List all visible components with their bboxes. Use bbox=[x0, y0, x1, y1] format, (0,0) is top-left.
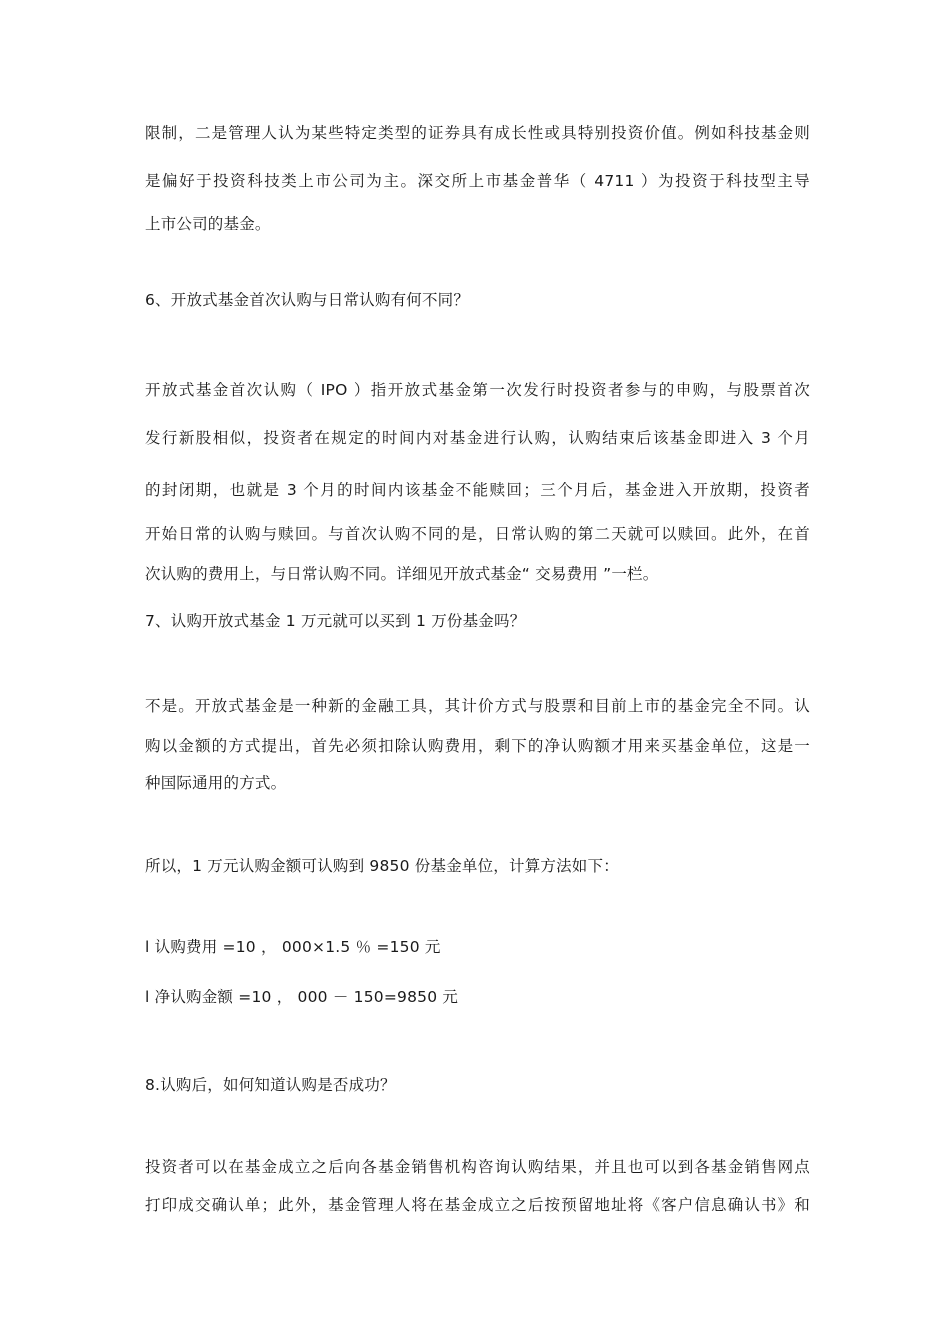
paragraph-line: 限制，二是管理人认为某些特定类型的证券具有成长性或具特别投资价值。例如科技基金则 bbox=[145, 124, 810, 142]
section-heading-7: 7、认购开放式基金 1 万元就可以买到 1 万份基金吗？ bbox=[145, 612, 526, 630]
section-heading-6: 6、开放式基金首次认购与日常认购有何不同？ bbox=[145, 291, 470, 309]
paragraph-line: 上市公司的基金。 bbox=[145, 215, 271, 233]
calculation-line: l 认购费用 =10 ， 000×1.5 ％ =150 元 bbox=[145, 938, 441, 956]
paragraph-line: 的封闭期，也就是 3 个月的时间内该基金不能赎回；三个月后，基金进入开放期，投资者 bbox=[145, 481, 810, 499]
paragraph-line: 所以，1 万元认购金额可认购到 9850 份基金单位，计算方法如下： bbox=[145, 857, 619, 875]
paragraph-line: 是偏好于投资科技类上市公司为主。深交所上市基金普华（ 4711 ）为投资于科技型主导 bbox=[145, 172, 810, 190]
paragraph-line: 打印成交确认单；此外，基金管理人将在基金成立之后按预留地址将《客户信息确认书》和 bbox=[145, 1196, 810, 1214]
section-heading-8: 8.认购后，如何知道认购是否成功？ bbox=[145, 1076, 396, 1094]
paragraph-line: 发行新股相似，投资者在规定的时间内对基金进行认购，认购结束后该基金即进入 3 个月 bbox=[145, 429, 810, 447]
paragraph-line: 开放式基金首次认购（ IPO ）指开放式基金第一次发行时投资者参与的申购，与股票首次 bbox=[145, 381, 810, 399]
paragraph-line: 种国际通用的方式。 bbox=[145, 774, 287, 792]
paragraph-line: 不是。开放式基金是一种新的金融工具，其计价方式与股票和目前上市的基金完全不同。认 bbox=[145, 697, 810, 715]
calculation-line: l 净认购金额 =10 ， 000 － 150=9850 元 bbox=[145, 988, 459, 1006]
paragraph-line: 开始日常的认购与赎回。与首次认购不同的是，日常认购的第二天就可以赎回。此外，在首 bbox=[145, 525, 810, 543]
paragraph-line: 次认购的费用上，与日常认购不同。详细见开放式基金“ 交易费用 ”一栏。 bbox=[145, 565, 659, 583]
paragraph-line: 购以金额的方式提出，首先必须扣除认购费用，剩下的净认购额才用来买基金单位，这是一 bbox=[145, 737, 810, 755]
paragraph-line: 投资者可以在基金成立之后向各基金销售机构咨询认购结果，并且也可以到各基金销售网点 bbox=[145, 1158, 810, 1176]
